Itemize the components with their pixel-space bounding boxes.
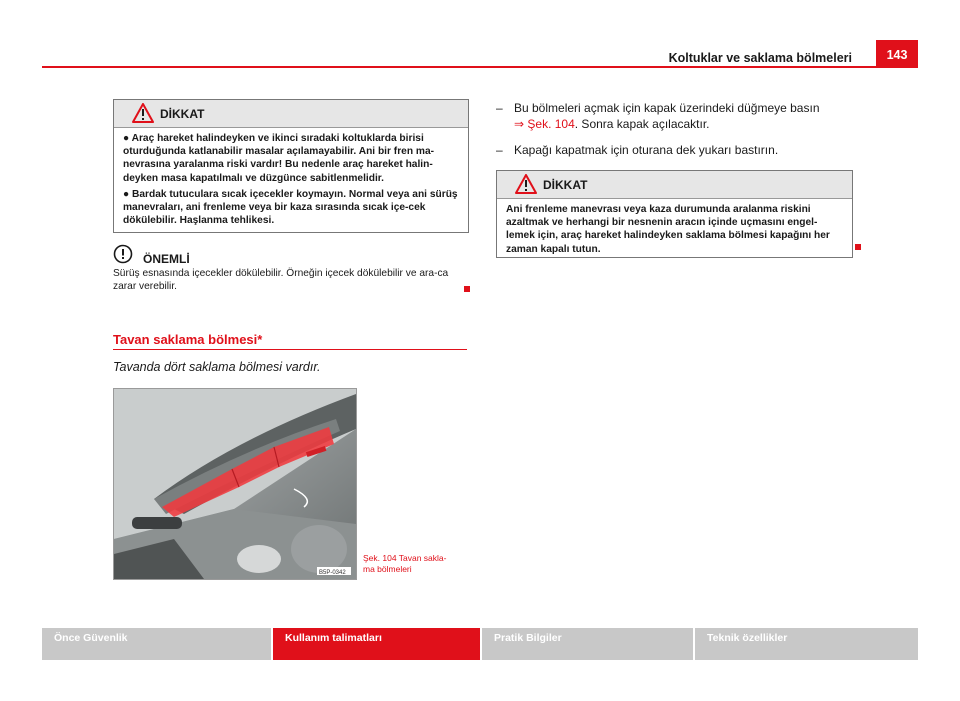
footer-tab-operating-instructions[interactable]: Kullanım talimatları: [273, 628, 480, 660]
section-rule: [113, 349, 467, 350]
warning-title: DİKKAT: [160, 107, 205, 121]
warning-body: [497, 199, 852, 263]
warning-triangle-icon: [515, 174, 537, 199]
warning-box-storage: [496, 170, 853, 258]
header-rule: [42, 66, 918, 68]
step-close: [496, 142, 856, 158]
warning-body: [114, 128, 468, 234]
end-marker: [855, 244, 861, 250]
step-text: Bu bölmeleri açmak için kapak üzerindeki düğmeye basın: [514, 101, 820, 115]
warning-title: DİKKAT: [543, 178, 588, 192]
figure-caption: [363, 553, 446, 574]
footer-tab-technical-specs[interactable]: Teknik özellikler: [695, 628, 918, 660]
step-text: Kapağı kapatmak için oturana dek yukarı bastırın.: [514, 143, 779, 157]
warning-box-header: [114, 100, 468, 128]
warning-text: Ani frenleme manevrası veya kaza durumunda aralanma riskini azaltmak ve herhangi bir nesnenin aracın içinde uçmasını engel-lemek için, araç hareket halindeyken saklama bölmesi kapağını her zaman kapalı tutun.: [506, 204, 830, 255]
warning-box-tables: [113, 99, 469, 233]
page-number: 143: [876, 40, 918, 68]
note-icon: [113, 244, 133, 269]
step-text: . Sonra kapak açılacaktır.: [574, 117, 710, 131]
warning-triangle-icon: [132, 103, 154, 128]
note-text: Sürüş esnasında içecekler dökülebilir. Örneğin içecek dökülebilir ve ara-ca zarar verebilir.: [113, 268, 449, 292]
warning-item: ● Araç hareket halindeyken ve ikinci sıradaki koltuklarda birisi oturduğunda katlanabilir masalar açılamayabilir. Ani bir fren ma-nevrasına yaralanma riski vardır! Bu nedenle araç hareket halin-deyken masa kapatılmalı ve düzgünce sabitlenmelidir.: [123, 133, 434, 184]
warning-box-header: [497, 171, 852, 199]
end-marker: [464, 286, 470, 292]
figure-roof-storage: [113, 388, 357, 580]
step-dash: –: [496, 101, 503, 115]
step-open: [496, 100, 856, 131]
figure-caption-line: Şek. 104 Tavan sakla-: [363, 553, 447, 563]
note-title: ÖNEMLİ: [143, 252, 190, 266]
running-header-title: Koltuklar ve saklama bölmeleri: [668, 51, 852, 65]
footer-tab-practical-info[interactable]: Pratik Bilgiler: [482, 628, 693, 660]
figure-reference-link[interactable]: ⇒ Şek. 104: [514, 117, 575, 131]
footer-tab-safety[interactable]: Önce Güvenlik: [42, 628, 271, 660]
figure-caption-line: ma bölmeleri: [363, 563, 412, 574]
step-dash: –: [496, 143, 503, 157]
warning-item: ● Bardak tutuculara sıcak içecekler koymayın. Normal veya ani sürüş manevraları, ani frenleme veya bir kaza sırasında sıcak içe-cek dökülebilir. Haşlanma tehlikesi.: [123, 188, 458, 227]
figure-code: B5P-0342: [319, 570, 346, 576]
section-intro: Tavanda dört saklama bölmesi vardır.: [113, 360, 321, 374]
section-title: Tavan saklama bölmesi*: [113, 332, 263, 347]
